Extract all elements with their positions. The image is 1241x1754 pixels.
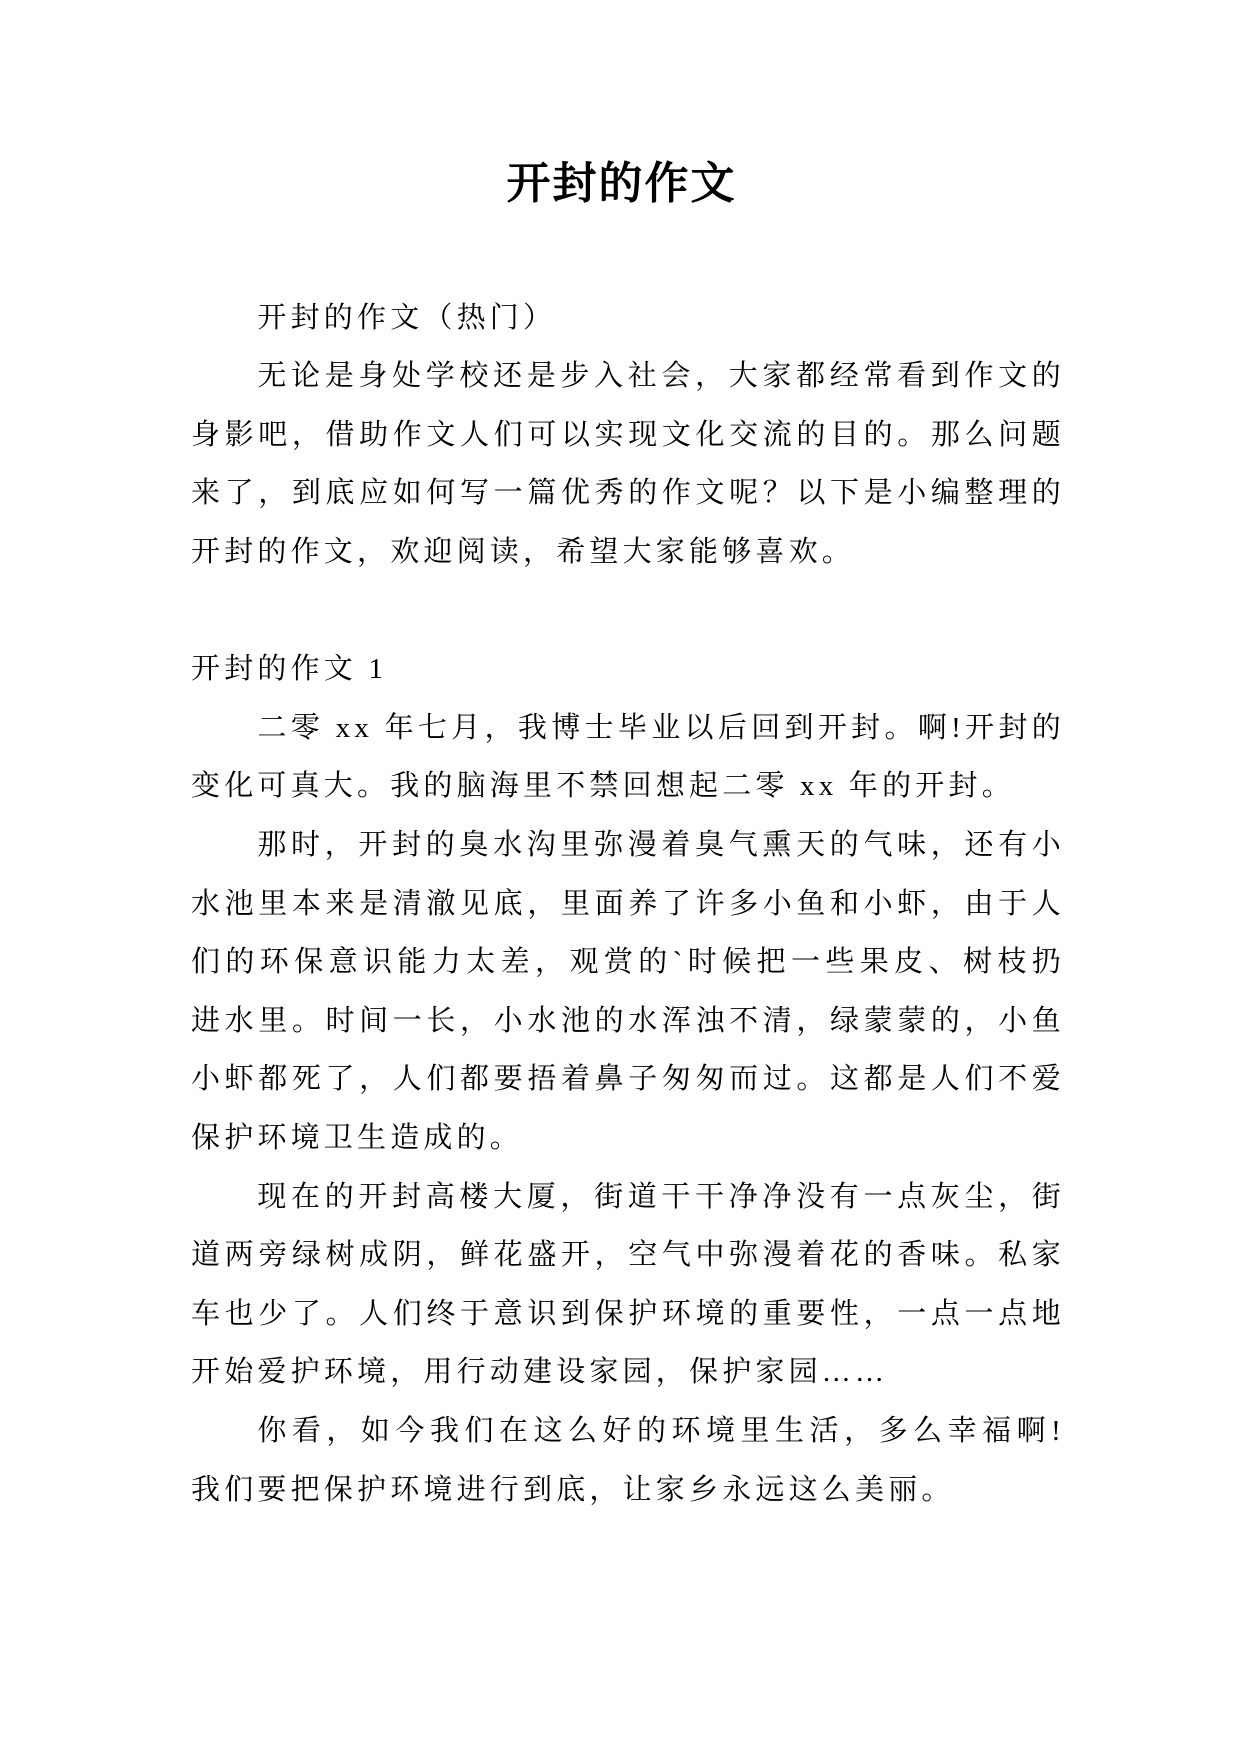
essay-paragraph — [191, 699, 1065, 816]
text-line: 那时，开封的臭水沟里弥漫着臭气熏天的气味，还有小 — [257, 829, 1065, 862]
essay-heading: 开封的作文 1 — [191, 653, 388, 686]
text-line: 开始爱护环境，用行动建设家园，保护家园…… — [191, 1356, 889, 1389]
text-line: 你看，如今我们在这么好的环境里生活，多么幸福啊! — [257, 1414, 1065, 1447]
essay-paragraph — [191, 816, 1065, 1168]
text-line: 进水里。时间一长，小水池的水浑浊不清，绿蒙蒙的，小鱼 — [191, 1004, 1065, 1037]
text-line: 小虾都死了，人们都要捂着鼻子匆匆而过。这都是人们不爱 — [191, 1063, 1065, 1096]
text-line: 无论是身处学校还是步入社会，大家都经常看到作文的 — [257, 360, 1065, 393]
text-line: 变化可真大。我的脑海里不禁回想起二零 xx 年的开封。 — [191, 770, 1015, 803]
text-line: 二零 xx 年七月，我博士毕业以后回到开封。啊!开封的 — [257, 711, 1065, 744]
essay-paragraph — [191, 1402, 1065, 1519]
intro-heading: 开封的作文（热门） — [257, 301, 557, 334]
text-line: 现在的开封高楼大厦，街道干干净净没有一点灰尘，街 — [257, 1180, 1065, 1213]
intro-paragraph — [191, 347, 1065, 581]
essay-paragraph — [191, 1168, 1065, 1402]
document-title: 开封的作文 — [506, 158, 737, 209]
text-line: 来了，到底应如何写一篇优秀的作文呢？以下是小编整理的 — [191, 477, 1065, 510]
text-line: 水池里本来是清澈见底，里面养了许多小鱼和小虾，由于人 — [191, 887, 1065, 920]
text-line: 开封的作文，欢迎阅读，希望大家能够喜欢。 — [191, 536, 856, 569]
document-body — [191, 289, 1065, 1519]
text-line: 道两旁绿树成阴，鲜花盛开，空气中弥漫着花的香味。私家 — [191, 1239, 1065, 1272]
text-line: 身影吧，借助作文人们可以实现文化交流的目的。那么问题 — [191, 418, 1065, 451]
text-line: 车也少了。人们终于意识到保护环境的重要性，一点一点地 — [191, 1297, 1065, 1330]
text-line: 们的环保意识能力太差，观赏的`时候把一些果皮、树枝扔 — [191, 946, 1065, 979]
text-line: 保护环境卫生造成的。 — [191, 1122, 524, 1154]
text-line: 我们要把保护环境进行到底，让家乡永远这么美丽。 — [191, 1473, 955, 1506]
